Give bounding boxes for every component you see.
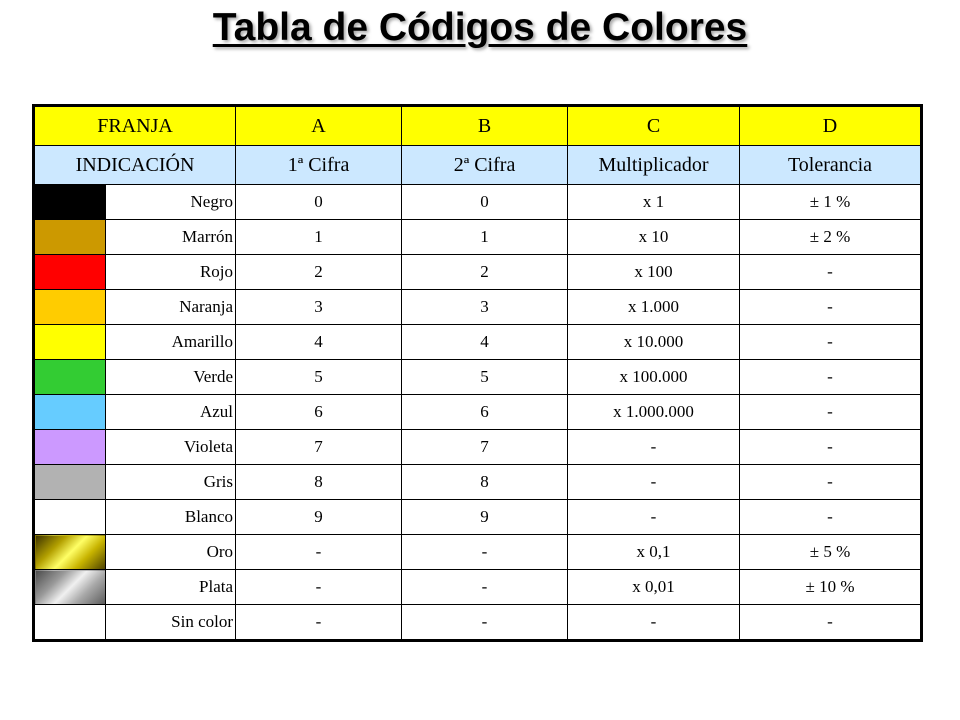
color-swatch — [34, 570, 106, 605]
tolerance-cell: - — [740, 430, 922, 465]
second-digit-cell: 8 — [402, 465, 568, 500]
multiplier-cell: x 1.000.000 — [568, 395, 740, 430]
first-digit-cell: 9 — [236, 500, 402, 535]
indicator-cell-second-digit: 2ª Cifra — [402, 146, 568, 185]
second-digit-cell: - — [402, 605, 568, 641]
first-digit-cell: - — [236, 605, 402, 641]
first-digit-cell: 8 — [236, 465, 402, 500]
indicator-cell-tolerance: Tolerancia — [740, 146, 922, 185]
color-name-cell: Blanco — [106, 500, 236, 535]
table-row — [34, 360, 922, 395]
indicator-cell-multiplier: Multiplicador — [568, 146, 740, 185]
first-digit-cell: 6 — [236, 395, 402, 430]
multiplier-cell: x 100.000 — [568, 360, 740, 395]
multiplier-cell: x 0,01 — [568, 570, 740, 605]
multiplier-cell: x 10.000 — [568, 325, 740, 360]
table-row — [34, 290, 922, 325]
indicator-row — [34, 146, 922, 185]
table-row — [34, 465, 922, 500]
second-digit-cell: 7 — [402, 430, 568, 465]
table-row — [34, 185, 922, 220]
multiplier-cell: - — [568, 500, 740, 535]
header-cell-franja: FRANJA — [34, 106, 236, 146]
header-cell-b: B — [402, 106, 568, 146]
header-cell-a: A — [236, 106, 402, 146]
multiplier-cell: x 1 — [568, 185, 740, 220]
table-row — [34, 395, 922, 430]
second-digit-cell: 4 — [402, 325, 568, 360]
table-row — [34, 605, 922, 641]
tolerance-cell: - — [740, 360, 922, 395]
tolerance-cell: ± 5 % — [740, 535, 922, 570]
multiplier-cell: x 10 — [568, 220, 740, 255]
color-name-cell: Verde — [106, 360, 236, 395]
color-swatch — [34, 465, 106, 500]
header-row — [34, 106, 922, 146]
second-digit-cell: - — [402, 570, 568, 605]
table-row — [34, 570, 922, 605]
color-swatch — [34, 535, 106, 570]
tolerance-cell: ± 1 % — [740, 185, 922, 220]
first-digit-cell: 5 — [236, 360, 402, 395]
indicator-cell-label: INDICACIÓN — [34, 146, 236, 185]
second-digit-cell: 9 — [402, 500, 568, 535]
tolerance-cell: - — [740, 605, 922, 641]
header-cell-d: D — [740, 106, 922, 146]
color-swatch — [34, 395, 106, 430]
color-name-cell: Plata — [106, 570, 236, 605]
multiplier-cell: - — [568, 430, 740, 465]
color-name-cell: Marrón — [106, 220, 236, 255]
tolerance-cell: - — [740, 255, 922, 290]
table-row — [34, 255, 922, 290]
color-name-cell: Negro — [106, 185, 236, 220]
color-swatch — [34, 255, 106, 290]
first-digit-cell: 2 — [236, 255, 402, 290]
color-name-cell: Violeta — [106, 430, 236, 465]
color-swatch — [34, 325, 106, 360]
first-digit-cell: - — [236, 570, 402, 605]
color-swatch — [34, 605, 106, 641]
color-name-cell: Rojo — [106, 255, 236, 290]
second-digit-cell: 6 — [402, 395, 568, 430]
tolerance-cell: ± 10 % — [740, 570, 922, 605]
color-code-table — [32, 104, 923, 642]
color-swatch — [34, 430, 106, 465]
table-row — [34, 325, 922, 360]
color-name-cell: Oro — [106, 535, 236, 570]
table-row — [34, 500, 922, 535]
second-digit-cell: 3 — [402, 290, 568, 325]
color-name-cell: Amarillo — [106, 325, 236, 360]
color-swatch — [34, 500, 106, 535]
first-digit-cell: - — [236, 535, 402, 570]
multiplier-cell: - — [568, 605, 740, 641]
table-row — [34, 535, 922, 570]
second-digit-cell: 1 — [402, 220, 568, 255]
header-cell-c: C — [568, 106, 740, 146]
tolerance-cell: - — [740, 465, 922, 500]
tolerance-cell: - — [740, 325, 922, 360]
second-digit-cell: 0 — [402, 185, 568, 220]
color-name-cell: Naranja — [106, 290, 236, 325]
page-title: Tabla de Códigos de Colores — [212, 6, 748, 49]
color-name-cell: Gris — [106, 465, 236, 500]
color-swatch — [34, 360, 106, 395]
tolerance-cell: ± 2 % — [740, 220, 922, 255]
first-digit-cell: 1 — [236, 220, 402, 255]
first-digit-cell: 7 — [236, 430, 402, 465]
color-name-cell: Azul — [106, 395, 236, 430]
color-swatch — [34, 185, 106, 220]
table-row — [34, 220, 922, 255]
multiplier-cell: - — [568, 465, 740, 500]
first-digit-cell: 3 — [236, 290, 402, 325]
first-digit-cell: 4 — [236, 325, 402, 360]
indicator-cell-first-digit: 1ª Cifra — [236, 146, 402, 185]
multiplier-cell: x 0,1 — [568, 535, 740, 570]
tolerance-cell: - — [740, 290, 922, 325]
tolerance-cell: - — [740, 500, 922, 535]
multiplier-cell: x 1.000 — [568, 290, 740, 325]
first-digit-cell: 0 — [236, 185, 402, 220]
second-digit-cell: 2 — [402, 255, 568, 290]
table-body — [34, 106, 922, 641]
second-digit-cell: - — [402, 535, 568, 570]
color-swatch — [34, 220, 106, 255]
tolerance-cell: - — [740, 395, 922, 430]
table-row — [34, 430, 922, 465]
multiplier-cell: x 100 — [568, 255, 740, 290]
color-name-cell: Sin color — [106, 605, 236, 641]
second-digit-cell: 5 — [402, 360, 568, 395]
color-swatch — [34, 290, 106, 325]
